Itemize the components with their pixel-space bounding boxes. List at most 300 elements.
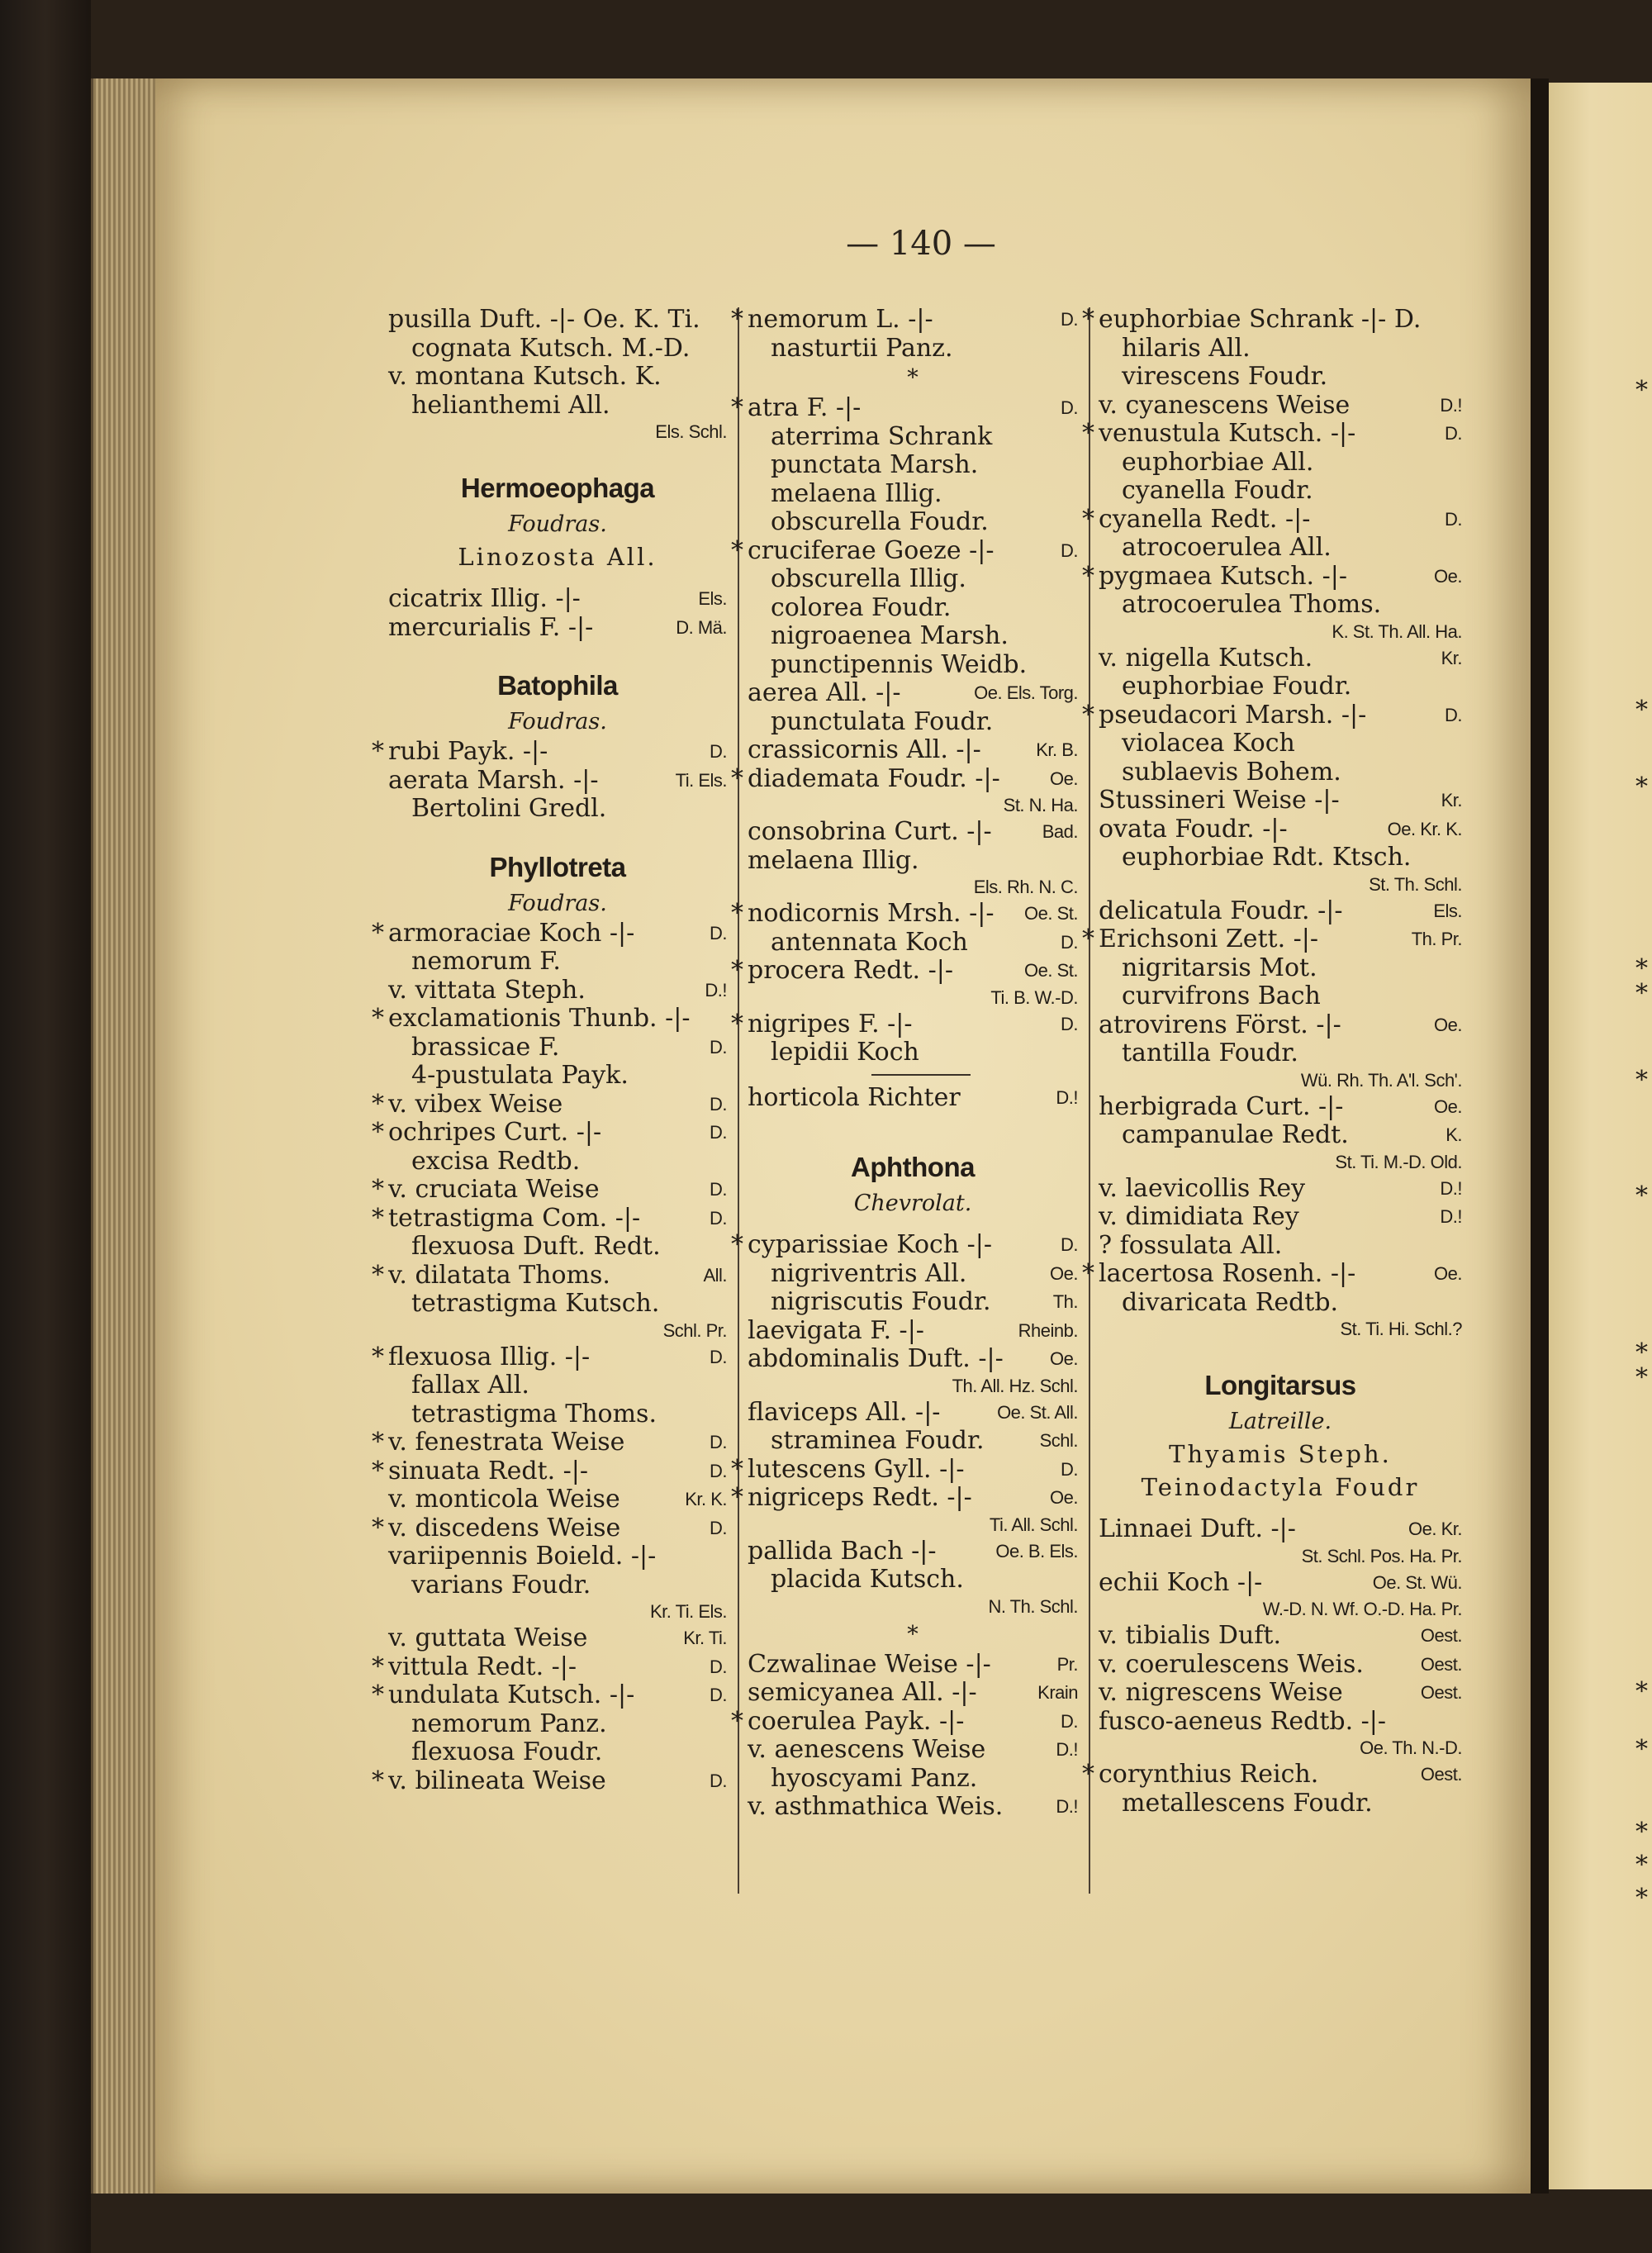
- species-name: Bertolini Gredl.: [411, 794, 607, 823]
- column-1: [372, 305, 727, 1795]
- region-abbrev: D.: [1445, 704, 1462, 725]
- genus-heading: Aphthona: [851, 1152, 975, 1182]
- species-name: flaviceps All. -|-: [748, 1397, 941, 1427]
- asterisk-mark: *: [372, 1342, 384, 1371]
- species-name: v. nigrescens Weise: [1099, 1678, 1343, 1707]
- species-entry: [731, 956, 1078, 986]
- distribution-line: [388, 420, 727, 444]
- species-entry: [388, 1738, 727, 1767]
- region-abbrev: D.: [710, 1093, 727, 1115]
- genus-heading: Batophila: [497, 670, 618, 701]
- region-abbrev: D.: [710, 1207, 727, 1229]
- asterisk-mark: *: [372, 1428, 384, 1457]
- region-abbrev: Oe. Kr.: [1408, 1519, 1462, 1539]
- species-entry: [1099, 815, 1462, 844]
- spacer: [388, 642, 727, 665]
- species-entry: [1099, 787, 1462, 815]
- species-entry: [1099, 591, 1462, 620]
- region-abbrev: Oe. Th. N.-D.: [1360, 1737, 1462, 1758]
- region-abbrev: Kr. K.: [685, 1489, 727, 1509]
- region-abbrev: Oe.: [1434, 1014, 1462, 1035]
- species-name: brassicae F.: [411, 1032, 560, 1062]
- species-entry: [1099, 392, 1462, 421]
- species-name: echii Koch -|-: [1099, 1567, 1263, 1597]
- species-entry: [1099, 363, 1462, 392]
- species-entry: [1099, 1011, 1462, 1040]
- species-entry: [748, 1288, 1078, 1317]
- region-abbrev: St. Ti. M.-D. Old.: [1335, 1151, 1462, 1172]
- species-entry: [748, 1345, 1078, 1374]
- spacer: [388, 573, 727, 585]
- region-abbrev: St. Ti. Hi. Schl.?: [1340, 1319, 1462, 1339]
- species-entry: [1099, 1651, 1462, 1680]
- region-abbrev: D.: [710, 1656, 727, 1677]
- species-name: v. montana Kutsch. K.: [388, 362, 662, 391]
- region-abbrev: D.!: [1440, 1206, 1462, 1227]
- region-abbrev: Kr. Ti.: [683, 1628, 727, 1648]
- species-name: nodicornis Mrsh. -|-: [748, 899, 995, 928]
- species-name: consobrina Curt. -|-: [748, 817, 992, 846]
- species-entry: [748, 1651, 1078, 1680]
- species-name: lepidii Koch: [771, 1038, 919, 1067]
- species-name: fallax All.: [411, 1371, 529, 1400]
- species-entry: [1099, 1289, 1462, 1318]
- separator-rule: [748, 1067, 1078, 1084]
- region-abbrev: Els. Schl.: [655, 421, 727, 442]
- region-abbrev: D.: [710, 1770, 727, 1791]
- species-entry: [372, 1260, 727, 1290]
- species-name: 4-pustulata Payk.: [411, 1061, 629, 1090]
- region-abbrev: D.!: [1440, 394, 1462, 416]
- species-name: flexuosa Duft. Redt.: [411, 1232, 661, 1261]
- species-name: v. laevicollis Rey: [1099, 1173, 1306, 1203]
- species-entry: [748, 929, 1078, 958]
- species-name: tetrastigma Thoms.: [411, 1399, 657, 1428]
- species-name: hilaris All.: [1122, 333, 1251, 363]
- species-name: horticola Richter: [748, 1082, 961, 1112]
- species-name: Stussineri Weise -|-: [1099, 786, 1340, 815]
- species-name: helianthemi All.: [411, 390, 610, 420]
- species-entry: [1099, 1708, 1462, 1737]
- genus-author: Foudras.: [508, 890, 607, 916]
- species-name: placida Kutsch.: [771, 1565, 964, 1594]
- region-abbrev: D.: [1061, 397, 1078, 418]
- region-abbrev: Kr.: [1441, 647, 1462, 668]
- species-name: atra F. -|-: [748, 393, 862, 422]
- species-name: nigroaenea Marsh.: [771, 621, 1009, 650]
- synonym-genus: Thyamis Steph.: [1169, 1440, 1392, 1468]
- species-entry: [748, 736, 1078, 765]
- distribution-line: [1099, 1544, 1462, 1569]
- species-name: v. vibex Weise: [388, 1089, 563, 1119]
- genus-heading: Phyllotreta: [489, 851, 626, 882]
- species-name: procera Redt. -|-: [748, 956, 953, 985]
- species-entry: [731, 1454, 1078, 1485]
- species-name: melaena Illig.: [771, 478, 942, 508]
- species-name: fusco-aeneus Redtb. -|-: [1099, 1706, 1387, 1736]
- species-entry: [748, 480, 1078, 509]
- asterisk-mark: *: [1082, 419, 1094, 448]
- species-entry: [372, 737, 727, 767]
- distribution-line: [1099, 1068, 1462, 1093]
- region-abbrev: D.: [710, 1179, 727, 1200]
- region-abbrev: D.: [710, 922, 727, 944]
- species-entry: [731, 1706, 1078, 1737]
- region-abbrev: Oe.: [1050, 1262, 1078, 1284]
- species-entry: [1099, 335, 1462, 364]
- asterisk-mark: *: [1082, 700, 1094, 730]
- species-name: diademata Foudr. -|-: [748, 763, 1000, 793]
- asterisk-mark: *: [372, 1766, 384, 1795]
- species-name: v. bilineata Weise: [388, 1766, 606, 1795]
- region-abbrev: D.!: [1056, 1796, 1078, 1817]
- distribution-line: [1099, 1317, 1462, 1342]
- species-name: violacea Koch: [1122, 729, 1295, 758]
- asterisk-mark: *: [731, 305, 743, 334]
- distribution-line: [748, 1595, 1078, 1619]
- asterisk-mark: *: [372, 1089, 384, 1119]
- species-entry: [1099, 730, 1462, 758]
- region-abbrev: N. Th. Schl.: [988, 1595, 1078, 1617]
- asterisk-mark: *: [1082, 504, 1094, 534]
- species-entry: [1099, 673, 1462, 701]
- margin-asterisk: *: [1635, 772, 1648, 801]
- species-entry: [748, 565, 1078, 594]
- genus-heading: Hermoeophaga: [460, 473, 655, 503]
- asterisk-mark: *: [731, 393, 743, 422]
- species-name: pygmaea Kutsch. -|-: [1099, 561, 1347, 591]
- species-entry: [388, 795, 727, 824]
- species-name: cruciferae Goeze -|-: [748, 535, 995, 565]
- asterisk-mark: *: [731, 535, 743, 565]
- species-name: semicyanea All. -|-: [748, 1678, 977, 1707]
- species-entry: [1099, 1175, 1462, 1204]
- species-name: atrocoerulea Thoms.: [1122, 590, 1382, 619]
- distribution-line: [1099, 620, 1462, 644]
- species-entry: [1099, 897, 1462, 926]
- species-entry: [372, 1004, 727, 1034]
- region-abbrev: St. N. Ha.: [1003, 795, 1078, 815]
- species-entry: [372, 1456, 727, 1486]
- region-abbrev: Ti. Els.: [675, 769, 727, 791]
- region-abbrev: Oe.: [1050, 1348, 1078, 1369]
- region-abbrev: Kr. Ti. Els.: [649, 1601, 727, 1622]
- species-entry: [1099, 1203, 1462, 1232]
- spacer: [1099, 1342, 1462, 1365]
- species-entry: [1099, 644, 1462, 673]
- asterisk-mark: *: [372, 1203, 384, 1233]
- species-entry: [748, 508, 1078, 537]
- species-entry: [1099, 1093, 1462, 1122]
- species-entry: [731, 899, 1078, 929]
- species-name: nigriscutis Foudr.: [771, 1287, 991, 1316]
- asterisk-mark: *: [372, 1260, 384, 1290]
- species-entry: [748, 1793, 1078, 1822]
- region-abbrev: Oe.: [1434, 1263, 1462, 1284]
- region-abbrev: D.: [1445, 423, 1462, 444]
- species-entry: [388, 306, 727, 335]
- species-entry: [748, 1427, 1078, 1456]
- margin-asterisk: *: [1635, 1677, 1648, 1706]
- species-entry: [372, 1652, 727, 1682]
- asterisk-mark: *: [731, 1009, 743, 1039]
- species-name: nigritarsis Mot.: [1122, 953, 1317, 982]
- region-abbrev: Th. Pr.: [1411, 929, 1462, 949]
- species-entry: [388, 977, 727, 1005]
- species-name: v. nigella Kutsch.: [1099, 643, 1313, 673]
- species-entry: [388, 1571, 727, 1600]
- species-entry: [748, 1317, 1078, 1346]
- genus-author: Latreille.: [1228, 1409, 1332, 1434]
- region-abbrev: D.: [710, 1685, 727, 1705]
- species-name: euphorbiae All.: [1122, 447, 1314, 477]
- species-name: melaena Illig.: [748, 845, 919, 875]
- species-entry: [731, 305, 1078, 335]
- species-name: Erichsoni Zett. -|-: [1099, 924, 1319, 953]
- asterisk-mark: *: [372, 1004, 384, 1033]
- distribution-line: [1099, 872, 1462, 897]
- species-name: colorea Foudr.: [771, 592, 952, 622]
- species-entry: [748, 1736, 1078, 1765]
- page-edges: [91, 78, 159, 2194]
- region-abbrev: D.: [710, 1460, 727, 1481]
- species-entry: [388, 335, 727, 364]
- species-name: v. dilatata Thoms.: [388, 1260, 610, 1290]
- region-abbrev: Pr.: [1056, 1653, 1078, 1675]
- species-entry: [388, 1624, 727, 1653]
- region-abbrev: D.: [1061, 1710, 1078, 1732]
- region-abbrev: D.!: [705, 979, 727, 1001]
- species-entry: [731, 763, 1078, 794]
- species-name: exclamationis Thunb. -|-: [388, 1004, 691, 1033]
- asterisk-mark: *: [372, 1175, 384, 1204]
- asterisk-mark: *: [731, 763, 743, 793]
- asterisk-mark: *: [372, 737, 384, 766]
- spacer: [748, 1112, 1078, 1135]
- page-number: — 140 —: [846, 225, 996, 263]
- species-name: cyanella Foudr.: [1122, 476, 1313, 505]
- species-entry: [1099, 534, 1462, 563]
- region-abbrev: Kr. B.: [1036, 739, 1078, 760]
- species-entry: [372, 1175, 727, 1205]
- distribution-line: [748, 793, 1078, 818]
- species-name: punctulata Foudr.: [771, 706, 994, 736]
- species-name: curvifrons Bach: [1122, 982, 1321, 1010]
- species-name: punctata Marsh.: [771, 450, 979, 479]
- region-abbrev: D.: [1061, 1013, 1078, 1034]
- region-abbrev: Krain: [1037, 1682, 1078, 1703]
- region-abbrev: Th. All. Hz. Schl.: [952, 1375, 1078, 1396]
- species-entry: [1082, 504, 1462, 535]
- species-entry: [748, 1765, 1078, 1794]
- species-name: antennata Koch: [771, 927, 968, 957]
- species-entry: [388, 1062, 727, 1091]
- species-name: aerata Marsh. -|-: [388, 765, 599, 795]
- species-name: v. guttata Weise: [388, 1623, 588, 1652]
- distribution-line: [748, 1513, 1078, 1538]
- margin-asterisk: *: [1635, 1066, 1648, 1095]
- asterisk-mark: *: [372, 1513, 384, 1542]
- region-abbrev: Oe.: [1434, 1096, 1462, 1117]
- species-name: nasturtii Panz.: [771, 333, 953, 363]
- column-divider: [1089, 307, 1090, 1894]
- species-name: euphorbiae Schrank -|- D.: [1099, 305, 1422, 334]
- species-entry: [1099, 1232, 1462, 1261]
- species-entry: [748, 1399, 1078, 1428]
- distribution-line: [748, 875, 1078, 900]
- species-entry: [748, 708, 1078, 737]
- species-name: ochripes Curt. -|-: [388, 1118, 602, 1147]
- species-name: euphorbiae Rdt. Ktsch.: [1122, 843, 1412, 872]
- species-name: flexuosa Illig. -|-: [388, 1342, 591, 1371]
- species-entry: [748, 594, 1078, 623]
- region-abbrev: Schl. Pr.: [662, 1319, 727, 1341]
- species-entry: [1082, 561, 1462, 592]
- species-name: v. vittata Steph.: [388, 975, 586, 1005]
- margin-asterisk: *: [1635, 1818, 1648, 1847]
- species-name: undulata Kutsch. -|-: [388, 1680, 635, 1709]
- species-entry: [748, 451, 1078, 480]
- region-abbrev: Rheinb.: [1018, 1319, 1078, 1341]
- species-name: ? fossulata All.: [1099, 1230, 1283, 1260]
- species-name: delicatula Foudr. -|-: [1099, 896, 1343, 925]
- species-name: mercurialis F. -|-: [388, 612, 594, 642]
- distribution-line: [388, 1319, 727, 1343]
- margin-asterisk: *: [1635, 1181, 1648, 1210]
- region-abbrev: Oe. St.: [1024, 903, 1078, 924]
- asterisk-divider: *: [907, 365, 919, 391]
- species-entry: [1082, 700, 1462, 730]
- region-abbrev: D.: [1061, 539, 1078, 561]
- asterisk-mark: *: [372, 1652, 384, 1681]
- species-name: euphorbiae Foudr.: [1122, 672, 1352, 701]
- genus-author: Foudras.: [508, 511, 607, 537]
- species-name: aterrima Schrank: [771, 421, 993, 451]
- asterisk-mark: *: [731, 956, 743, 985]
- species-entry: [731, 1483, 1078, 1513]
- species-entry: [388, 1233, 727, 1262]
- species-name: pallida Bach -|-: [748, 1536, 937, 1566]
- spacer: [388, 824, 727, 847]
- region-abbrev: D.: [1061, 309, 1078, 330]
- margin-asterisk: *: [1635, 954, 1648, 983]
- species-name: cyparissiae Koch -|-: [748, 1230, 993, 1259]
- region-abbrev: Ti. B. W.-D.: [990, 986, 1078, 1008]
- species-name: vittula Redt. -|-: [388, 1652, 577, 1681]
- asterisk-mark: *: [1082, 924, 1094, 953]
- region-abbrev: Els.: [698, 588, 727, 609]
- species-name: lacertosa Rosenh. -|-: [1099, 1259, 1356, 1288]
- species-name: v. monticola Weise: [388, 1485, 620, 1514]
- region-abbrev: Oe. St. Wü.: [1372, 1571, 1462, 1593]
- species-entry: [748, 847, 1078, 876]
- species-name: laevigata F. -|-: [748, 1315, 924, 1345]
- species-entry: [388, 1148, 727, 1176]
- species-entry: [372, 1118, 727, 1148]
- region-abbrev: D.: [710, 1432, 727, 1452]
- species-name: tetrastigma Kutsch.: [411, 1289, 660, 1318]
- synonym-genus: Teinodactyla Foudr: [1141, 1473, 1420, 1501]
- species-name: lutescens Gyll. -|-: [748, 1454, 965, 1484]
- species-entry: [372, 1766, 727, 1796]
- region-abbrev: St. Schl. Pos. Ha. Pr.: [1301, 1545, 1462, 1566]
- species-name: cicatrix Illig. -|-: [388, 584, 581, 613]
- species-name: sinuata Redt. -|-: [388, 1456, 589, 1485]
- asterisk-mark: *: [372, 1680, 384, 1709]
- region-abbrev: K.: [1446, 1124, 1462, 1145]
- species-entry: [748, 1260, 1078, 1289]
- margin-asterisk: *: [1635, 696, 1648, 725]
- species-name: aerea All. -|-: [748, 678, 901, 707]
- region-abbrev: D.: [710, 741, 727, 762]
- species-entry: [748, 1538, 1078, 1566]
- asterisk-mark: *: [1082, 1259, 1094, 1288]
- region-abbrev: W.-D. N. Wf. O.-D. Ha. Pr.: [1262, 1599, 1462, 1619]
- asterisk-mark: *: [731, 1230, 743, 1259]
- region-abbrev: D. Mä.: [676, 616, 727, 638]
- species-name: metallescens Foudr.: [1122, 1788, 1373, 1818]
- species-entry: [388, 392, 727, 421]
- species-entry: [388, 1542, 727, 1571]
- region-abbrev: Oe.: [1050, 768, 1078, 789]
- margin-asterisk: *: [1635, 979, 1648, 1008]
- distribution-line: [388, 1599, 727, 1624]
- species-entry: [372, 1342, 727, 1372]
- asterisk-mark: *: [1082, 1760, 1094, 1789]
- species-entry: [388, 1371, 727, 1400]
- species-name: armoraciae Koch -|-: [388, 918, 635, 948]
- region-abbrev: Oest.: [1420, 1625, 1462, 1646]
- species-name: nemorum Panz.: [411, 1709, 607, 1738]
- species-name: divaricata Redtb.: [1122, 1287, 1339, 1317]
- genus-heading: Longitarsus: [1204, 1370, 1356, 1400]
- species-entry: [1082, 1760, 1462, 1790]
- region-abbrev: D.: [1061, 1234, 1078, 1255]
- species-entry: [372, 1089, 727, 1119]
- species-entry: [1099, 1622, 1462, 1651]
- region-abbrev: Els. Rh. N. C.: [973, 877, 1078, 897]
- column-2: [731, 305, 1078, 1822]
- species-entry: [731, 1009, 1078, 1039]
- region-abbrev: Bad.: [1042, 821, 1078, 842]
- region-abbrev: D.: [1061, 1458, 1078, 1480]
- species-entry: [731, 393, 1078, 423]
- species-entry: [748, 1679, 1078, 1708]
- species-name: venustula Kutsch. -|-: [1099, 419, 1356, 448]
- species-entry: [388, 1710, 727, 1739]
- region-abbrev: Oest.: [1420, 1682, 1462, 1703]
- margin-asterisk: *: [1635, 1735, 1648, 1764]
- distribution-line: [748, 1374, 1078, 1399]
- species-name: tantilla Foudr.: [1122, 1039, 1298, 1067]
- book-gutter: [1531, 78, 1549, 2194]
- margin-asterisk: *: [1635, 1363, 1648, 1392]
- region-abbrev: Th.: [1052, 1291, 1078, 1312]
- species-name: nemorum F.: [411, 947, 561, 976]
- species-name: varians Foudr.: [411, 1570, 591, 1599]
- species-name: punctipennis Weidb.: [771, 649, 1028, 679]
- species-entry: [1082, 1259, 1462, 1289]
- spacer: [1099, 1504, 1462, 1515]
- region-abbrev: Ti. All. Schl.: [989, 1514, 1078, 1535]
- region-abbrev: D.!: [1056, 1086, 1078, 1108]
- region-abbrev: K. St. Th. All. Ha.: [1332, 620, 1462, 642]
- species-entry: [1099, 1121, 1462, 1150]
- species-entry: [748, 651, 1078, 680]
- region-abbrev: D.: [710, 1036, 727, 1058]
- species-name: tetrastigma Com. -|-: [388, 1203, 641, 1233]
- species-entry: [1099, 844, 1462, 872]
